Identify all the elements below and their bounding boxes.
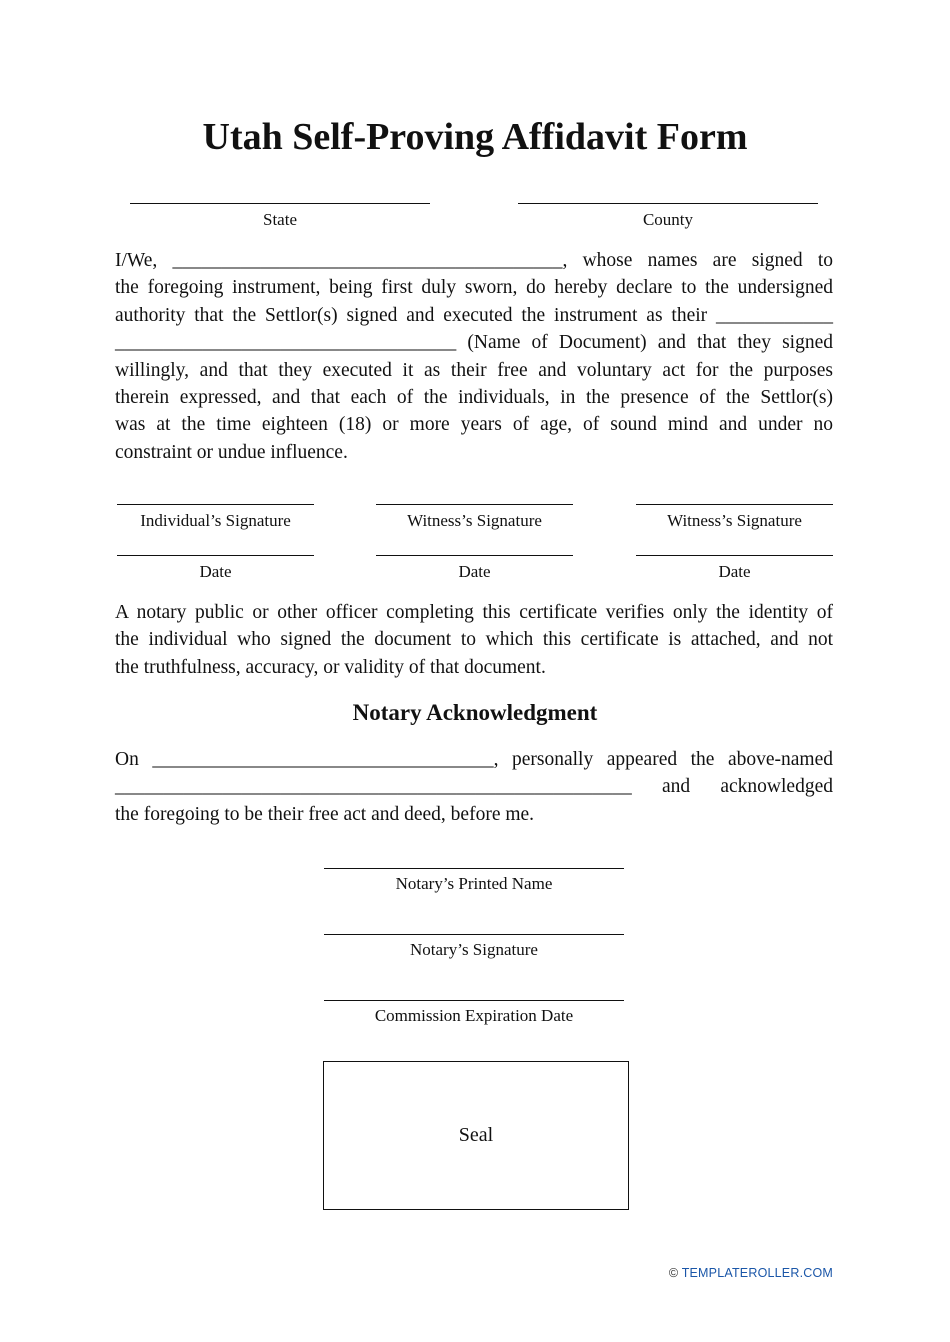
date-label-2: Date bbox=[458, 562, 491, 581]
notary-line: the foregoing to be their free act and deed, before me. bbox=[115, 803, 535, 825]
footer-site-link[interactable]: TEMPLATEROLLER.COM bbox=[681, 1266, 833, 1280]
footer-copyright[interactable] bbox=[669, 1266, 833, 1280]
date-line-3[interactable] bbox=[636, 555, 833, 556]
notary-line: On ___________________________________, personally appeared the above-named bbox=[115, 749, 833, 770]
state-line[interactable] bbox=[130, 203, 430, 204]
notice-line: A notary public or other officer completing this certificate verifies only the identity of bbox=[115, 602, 833, 623]
date-label-3: Date bbox=[718, 562, 751, 581]
commission-expiration-line[interactable] bbox=[324, 1000, 624, 1001]
date-line-1[interactable] bbox=[117, 555, 314, 556]
declaration-line: willingly, and that they executed it as their free and voluntary act for the purposes bbox=[115, 359, 833, 381]
date-line-2[interactable] bbox=[376, 555, 573, 556]
witness-signature-line-2[interactable] bbox=[636, 504, 833, 505]
declaration-paragraph bbox=[115, 247, 833, 466]
notary-notice-paragraph bbox=[115, 599, 833, 681]
county-label: County bbox=[642, 210, 694, 229]
notary-signature-line[interactable] bbox=[324, 934, 624, 935]
notary-acknowledgment-paragraph bbox=[115, 746, 833, 828]
witness-signature-line-1[interactable] bbox=[376, 504, 573, 505]
declaration-line: was at the time eighteen (18) or more years of age, of sound mind and under no bbox=[115, 414, 833, 436]
individual-signature-line[interactable] bbox=[117, 504, 314, 505]
witness-signature-label-2: Witness’s Signature bbox=[667, 511, 802, 530]
copyright-icon: © bbox=[668, 1266, 679, 1280]
state-label: State bbox=[263, 210, 297, 229]
date-label-1: Date bbox=[199, 562, 232, 581]
county-line[interactable] bbox=[518, 203, 818, 204]
notary-signature-label: Notary’s Signature bbox=[410, 940, 538, 959]
declaration-line: I/We, ________________________________________, whose names are signed to bbox=[115, 250, 833, 271]
notary-printed-name-label: Notary’s Printed Name bbox=[395, 874, 553, 893]
declaration-line: the foregoing instrument, being first duly sworn, do hereby declare to the undersigned bbox=[115, 277, 833, 299]
declaration-line: therein expressed, and that each of the individuals, in the presence of the Settlor(s) bbox=[115, 387, 833, 409]
notary-printed-name-line[interactable] bbox=[324, 868, 624, 869]
declaration-line: constraint or undue influence. bbox=[115, 441, 348, 463]
seal-box bbox=[323, 1061, 629, 1210]
notice-line: the individual who signed the document to which this certificate is attached, and not bbox=[115, 629, 833, 651]
notary-line: _____________________________________________________ and acknowledged bbox=[115, 776, 833, 798]
notary-heading: Notary Acknowledgment bbox=[352, 700, 598, 725]
declaration-line: ___________________________________ (Name of Document) and that they signed bbox=[115, 332, 833, 354]
notice-line: the truthfulness, accuracy, or validity of that document. bbox=[115, 656, 546, 678]
witness-signature-label-1: Witness’s Signature bbox=[407, 511, 542, 530]
individual-signature-label: Individual’s Signature bbox=[140, 511, 291, 530]
commission-expiration-label: Commission Expiration Date bbox=[374, 1006, 574, 1025]
seal-label: Seal bbox=[458, 1124, 494, 1146]
page-title: Utah Self-Proving Affidavit Form bbox=[202, 116, 748, 158]
declaration-line: authority that the Settlor(s) signed and executed the instrument as their ____________ bbox=[115, 304, 833, 326]
